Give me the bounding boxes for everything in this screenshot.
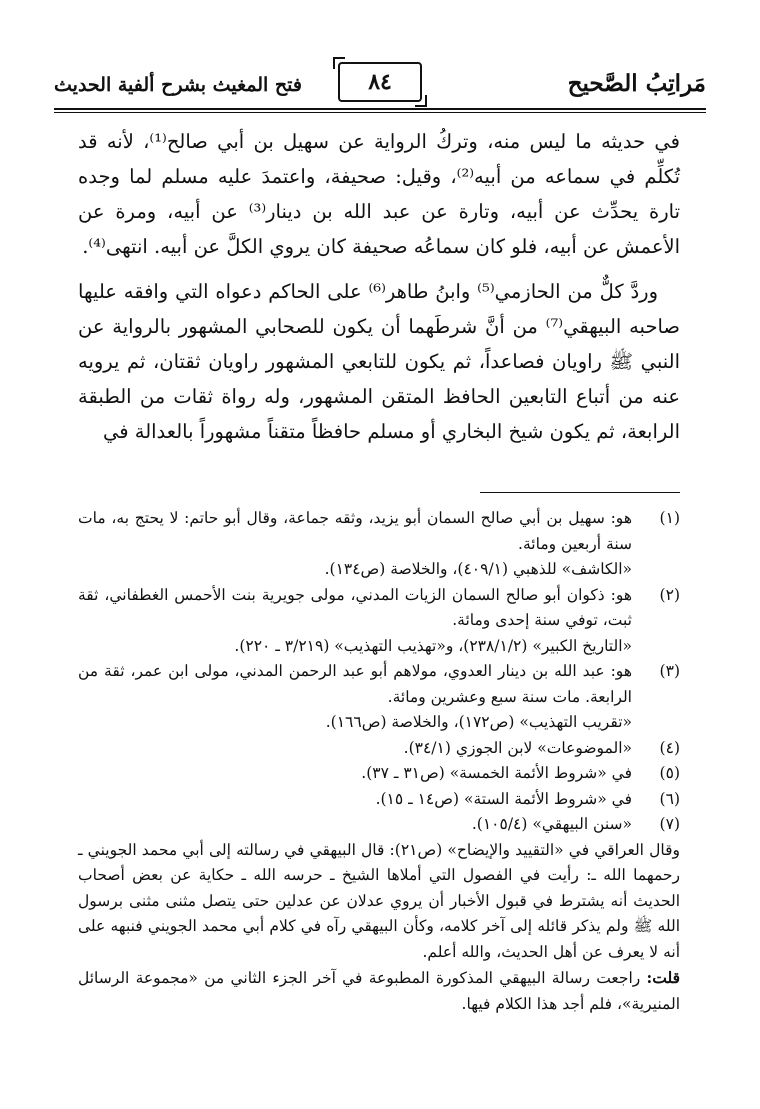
footnote-separator	[480, 492, 680, 493]
page-number: ٨٤	[368, 69, 392, 95]
footnote-source: «التاريخ الكبير» (٢٣٨/١/٢)، و«تهذيب التهذيب» (٣/٢١٩ ـ ٢٢٠).	[234, 636, 632, 655]
footnote-number: (٦)	[659, 789, 680, 808]
footnote-text: في «شروط الأئمة الستة» (ص١٤ ـ ١٥).	[375, 789, 632, 808]
footnote	[78, 761, 680, 787]
footnote-text: هو: عبد الله بن دينار العدوي، مولاهم أبو عبد الرحمن المدني، مولى ابن عمر، ثقة من الرابعة. مات سنة سبع وعشرين ومائة.	[78, 662, 632, 706]
footnote-number: (٣)	[659, 662, 680, 680]
main-text	[78, 124, 680, 459]
footnote-source: «تقريب التهذيب» (ص١٧٢)، والخلاصة (ص١٦٦).	[325, 713, 632, 731]
footnote	[78, 736, 680, 762]
footnote-source: «الكاشف» للذهبي (٤٠٩/١)، والخلاصة (ص١٣٤).	[324, 560, 632, 578]
footnote	[78, 506, 680, 583]
book-title: فتح المغيث بشرح ألفية الحديث	[54, 74, 302, 96]
footnote-text: في «شروط الأئمة الخمسة» (ص٣١ ـ ٣٧).	[361, 764, 632, 782]
paragraph-1: في حديثه ما ليس منه، وتركُ الرواية عن سهيل بن أبي صالح⁽¹⁾، لأنه قد تُكلِّم في سماعه من أبيه⁽²⁾، وقيل: صحيفة، واعتمدَ عليه مسلم لما وجده تارة يحدِّث عن أبيه، وتارة عن عبد الله بن دينار⁽³⁾ عن أبيه، ومرة عن الأعمش عن أبيه، فلو كان سماعُه صحيفة كان يروي الكلَّ عن أبيه. انتهى⁽⁴⁾.	[78, 130, 680, 258]
header-rule	[54, 108, 706, 110]
editor-note-label: قلت:	[646, 968, 680, 987]
footnote	[78, 812, 680, 838]
paragraph-2: وردَّ كلٌّ من الحازمي⁽⁵⁾ وابنُ طاهر⁽⁶⁾ على الحاكم دعواه التي وافقه عليها صاحبه البيهقي⁽⁷⁾ من أنَّ شرطَهما أن يكون للصحابي المشهور بالرواية عن النبي ﷺ راويان فصاعداً، ثم يكون للتابعي المشهور راويان ثقتان، ثم يرويه عنه من أتباع التابعين الحافظ المتقن المشهور، وله رواة ثقات من الطبقة الرابعة، ثم يكون شيخ البخاري أو مسلم حافظاً متقناً مشهوراً بالعدالة في	[78, 280, 680, 443]
header-rule-thin	[54, 112, 706, 113]
footnote	[78, 787, 680, 813]
footnote	[78, 659, 680, 736]
footnote-text: «الموضوعات» لابن الجوزي (٣٤/١).	[403, 738, 632, 757]
editor-note	[78, 965, 680, 1017]
page-number-frame	[338, 62, 422, 102]
footnotes	[78, 506, 680, 1017]
footnote-number: (٥)	[659, 764, 680, 782]
editor-note-text: راجعت رسالة البيهقي المذكورة المطبوعة في آخر الجزء الثاني من «مجموعة الرسائل المنيرية»، فلم أجد هذا الكلام فيها.	[78, 969, 680, 1013]
footnote-number: (٢)	[659, 585, 680, 604]
footnote-text: هو: سهيل بن أبي صالح السمان أبو يزيد، وثقه جماعة، وقال أبو حاتم: لا يحتج به، مات سنة أربعين ومائة.	[78, 509, 632, 553]
footnote-number: (١)	[659, 509, 680, 527]
footnote-text: هو: ذكوان أبو صالح السمان الزيات المدني، مولى جويرية بنت الأحمس الغطفاني، ثقة ثبت، توفي سنة إحدى ومائة.	[78, 585, 632, 629]
section-title: مَراتِبُ الصَّحيح	[567, 70, 706, 97]
footnote-text: «سنن البيهقي» (١٠٥/٤).	[471, 815, 632, 833]
page-header	[54, 60, 706, 116]
footnote-number: (٧)	[659, 815, 680, 833]
footnote	[78, 583, 680, 660]
footnote-number: (٤)	[659, 738, 680, 757]
footnote-continuation: وقال العراقي في «التقييد والإيضاح» (ص٢١): قال البيهقي في رسالته إلى أبي محمد الجويني ـ رحمهما الله ـ: رأيت في الفصول التي أملاها الشيخ ـ حرسه الله ـ حكاية عن بعض أصحاب الحديث أنه يشترط في قبول الأخبار أن يروي عدلان عن عدلين حتى يتصل مثنى مثنى برسول الله ﷺ ولم يذكر قائله إلى آخر كلامه، وكأن البيهقي رآه في كلام أبي محمد الجويني فنبهه على أنه لا يعرف عن أهل الحديث، والله أعلم.	[78, 840, 680, 961]
